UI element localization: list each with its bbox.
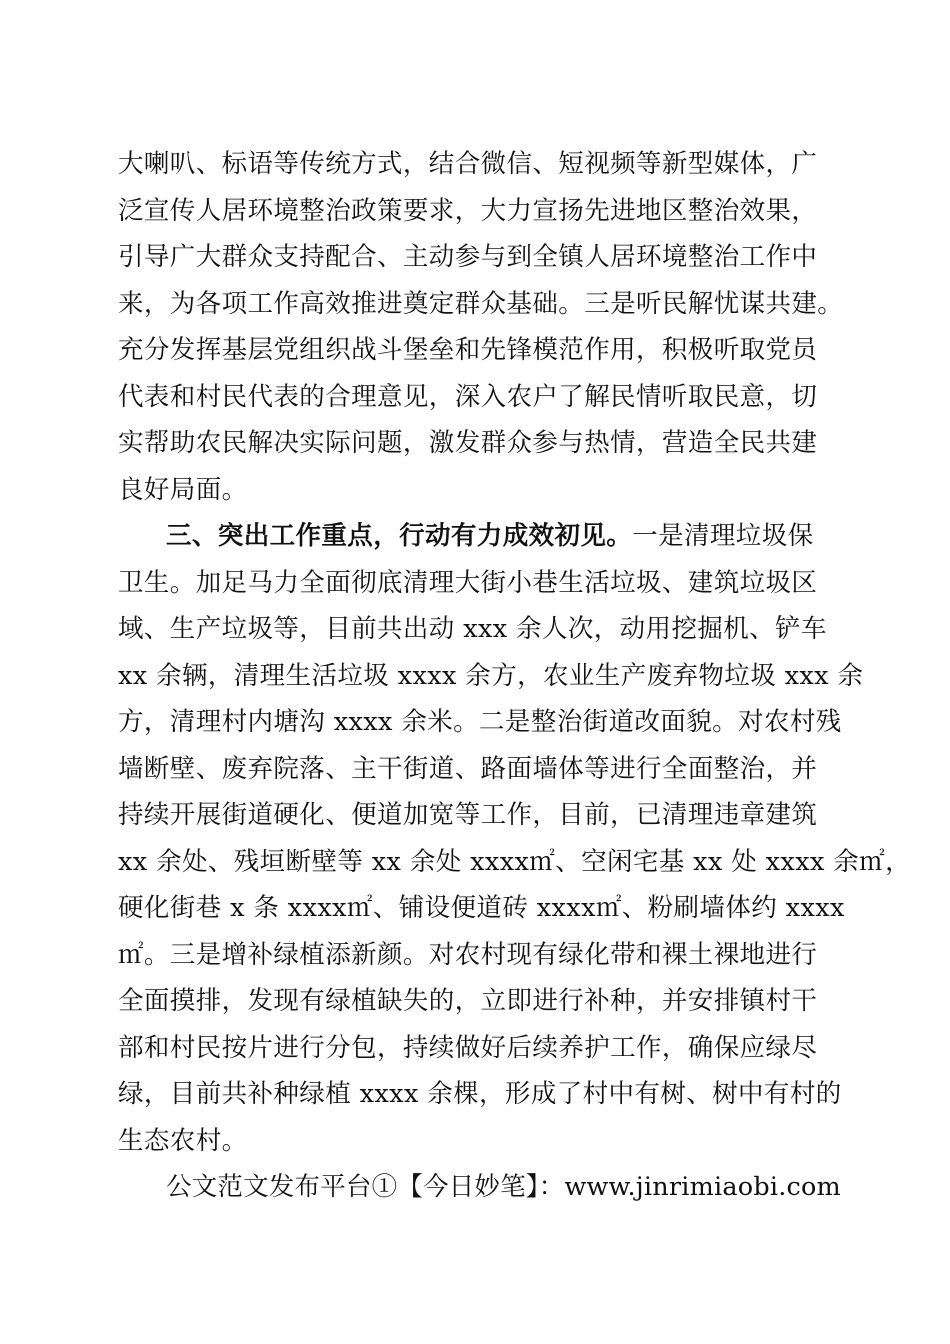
paragraph-line: 来，为各项工作高效推进奠定群众基础。三是听民解忧谋共建。	[118, 289, 844, 319]
footer-platform-note: 公文范文发布平台①【今日妙笔】：www.jinrimiaobi.com	[166, 1172, 841, 1202]
paragraph-line: xx 余辆，清理生活垃圾 xxxx 余方，农业生产废弃物垃圾 xxx 余	[118, 661, 864, 691]
paragraph-line: ㎡。三是增补绿植添新颜。对农村现有绿化带和裸土裸地进行	[118, 940, 818, 970]
paragraph-line: 大喇叭、标语等传统方式，结合微信、短视频等新型媒体，广	[118, 149, 818, 179]
paragraph-line: 生态农村。	[118, 1126, 248, 1156]
paragraph-line: 泛宣传人居环境整治政策要求，大力宣扬先进地区整治效果，	[118, 196, 818, 226]
paragraph-line: 绿，目前共补种绿植 xxxx 余棵，形成了村中有树、树中有村的	[118, 1079, 842, 1109]
heading-line-rest: 一是清理垃圾保	[632, 521, 814, 551]
paragraph-line: 硬化街巷 x 条 xxxx㎡、铺设便道砖 xxxx㎡、粉刷墙体约 xxxx	[118, 893, 845, 923]
paragraph-line: 墙断壁、废弃院落、主干街道、路面墙体等进行全面整治，并	[118, 754, 818, 784]
paragraph-line: 引导广大群众支持配合、主动参与到全镇人居环境整治工作中	[118, 242, 818, 272]
paragraph-line: 充分发挥基层党组织战斗堡垒和先锋模范作用，积极听取党员	[118, 335, 818, 365]
paragraph-line: 实帮助农民解决实际问题，激发群众参与热情，营造全民共建	[118, 428, 818, 458]
paragraph-line: 方，清理村内塘沟 xxxx 余米。二是整治街道改面貌。对农村残	[118, 707, 842, 737]
paragraph-line: 域、生产垃圾等，目前共出动 xxx 余人次，动用挖掘机、铲车	[118, 614, 827, 644]
paragraph-line: 全面摸排，发现有绿植缺失的，立即进行补种，并安排镇村干	[118, 986, 818, 1016]
section-heading-line	[166, 518, 838, 554]
paragraph-line: 代表和村民代表的合理意见，深入农户了解民情听取民意，切	[118, 382, 818, 412]
paragraph-line: 良好局面。	[118, 475, 248, 505]
paragraph-line: 卫生。加足马力全面彻底清理大街小巷生活垃圾、建筑垃圾区	[118, 568, 818, 598]
paragraph-line: 持续开展街道硬化、便道加宽等工作，目前，已清理违章建筑	[118, 800, 818, 830]
paragraph-line: 部和村民按片进行分包，持续做好后续养护工作，确保应绿尽	[118, 1033, 818, 1063]
paragraph-line: xx 余处、残垣断壁等 xx 余处 xxxx㎡、空闲宅基 xx 处 xxxx 余㎡，	[118, 847, 911, 877]
section-heading: 三、突出工作重点，行动有力成效初见。	[166, 521, 633, 551]
